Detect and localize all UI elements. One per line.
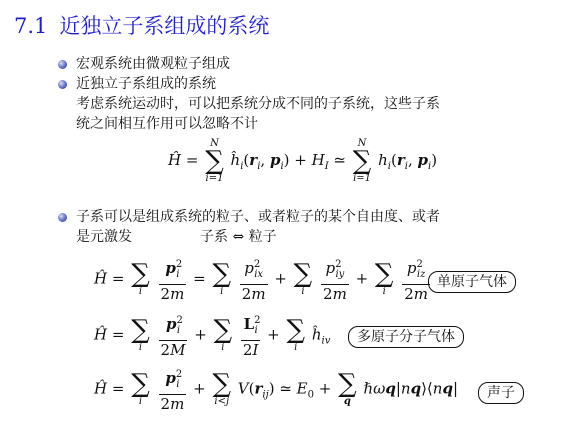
bullet-macroscopic: 宏观系统由微观粒子组成 (76, 56, 230, 72)
bullet-subsystem-definition-line-1: 子系可以是组成系统的粒子、或者粒子的某个自由度、或者 (76, 209, 440, 225)
slide-title (14, 10, 269, 40)
section-number: 7.1 (14, 14, 48, 38)
hamiltonian-equation-polyatomic: Ĥ = ∑ i $\frac{p^2_i}{2M}$ + ∑ i $\frac{L^2_i}{2I}$ + ∑ i $ĥ_{iv}$ (94, 312, 330, 359)
tag-phonon: 声子 (478, 382, 524, 404)
bullet-subsystem-definition-line-2: 是元激发 (76, 229, 132, 245)
tag-monatomic-gas: 单原子气体 (428, 271, 516, 293)
bullet-description-line-2: 统之间相互作用可以忽略不计 (76, 116, 258, 132)
bullet-independent-subsystems: 近独立子系组成的系统 (76, 76, 216, 92)
bullet-icon (58, 213, 67, 222)
hamiltonian-equation-monatomic: Ĥ = ∑ i $\frac{p^2_i}{2m}$ = ∑ i $\frac{p^2_{ix}}{2m}$ + ∑ i $\frac{p^2_{iy}}{2m}$ + ∑ i $\frac{p^2_{iz}}{2m}$ (94, 256, 432, 303)
section-title: 近独立子系组成的系统 (59, 14, 270, 38)
subsystem-particle-relation: 子系 ⇔ 粒子 (200, 229, 277, 245)
bullet-description-line-1: 考虑系统运动时，可以把系统分成不同的子系统，这些子系 (76, 96, 440, 112)
bullet-icon (58, 80, 67, 89)
tag-polyatomic-gas: 多原子分子气体 (348, 326, 464, 348)
hamiltonian-equation-general: Ĥ = N ∑ i=1 $ĥ_i(r_i$, $p_i) + H_I$ ≃ N ∑ i=1 $h_i(r_i$, $p_i$) (168, 138, 438, 184)
hamiltonian-equation-phonon: Ĥ = ∑ i $\frac{p^2_i}{2m}$ + ∑ i<j $V(r_{ij})$ ≃ $E_0$ + ∑ q ℏωq|nq⟩⟨nq| (94, 366, 458, 413)
bullet-icon (58, 60, 67, 69)
